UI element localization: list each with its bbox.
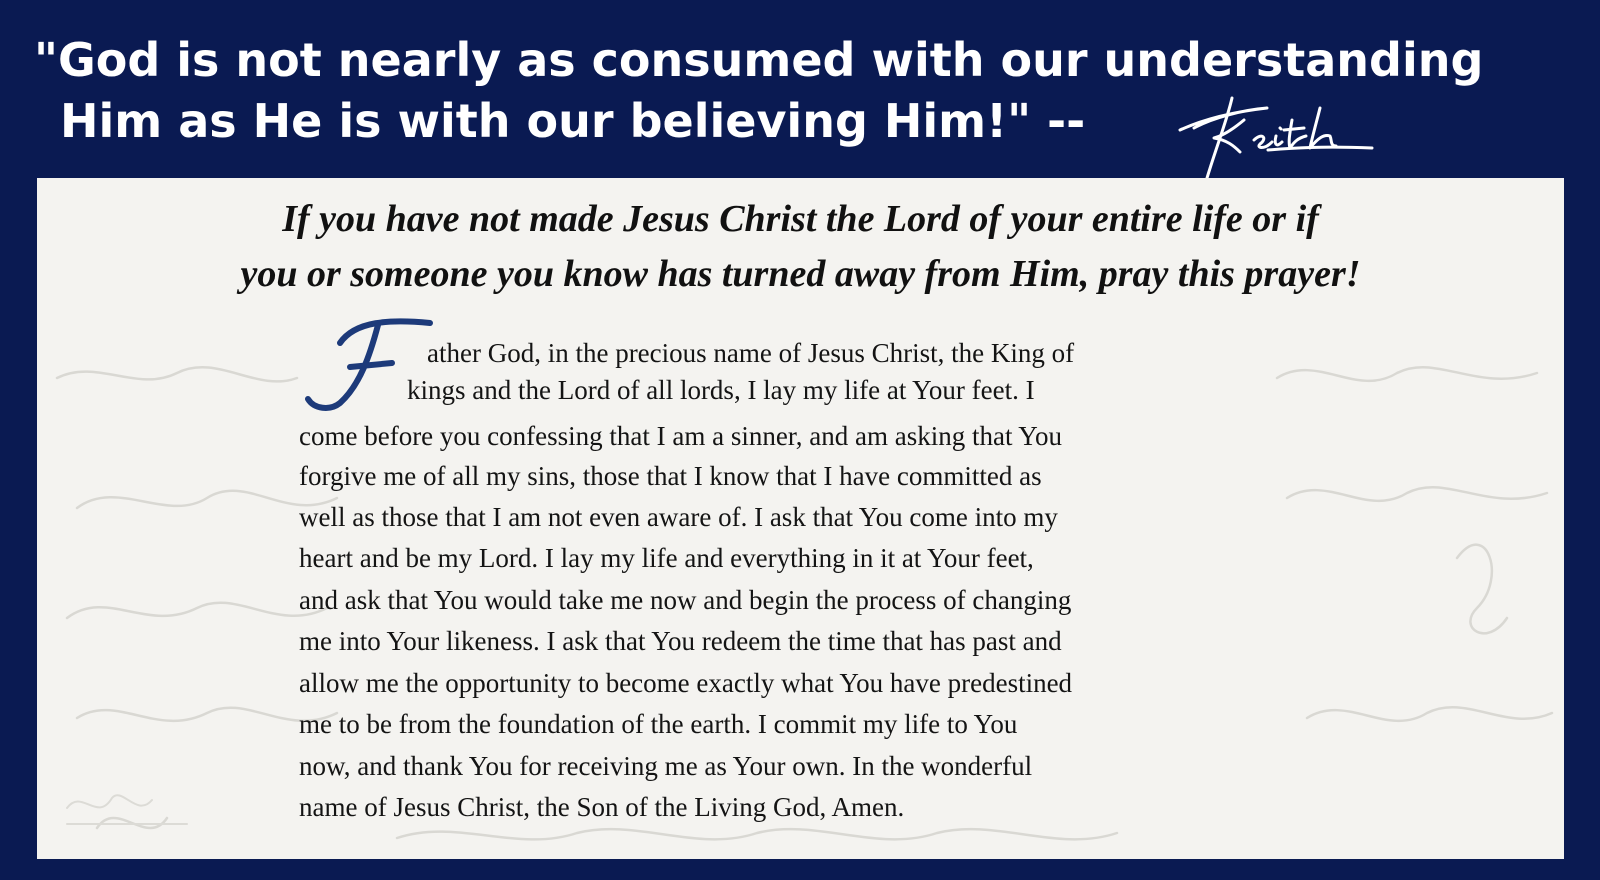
faint-logo-mark	[57, 778, 197, 838]
card-heading	[37, 192, 1564, 302]
prayer-line: allow me the opportunity to become exactly what You have predestined	[299, 668, 1073, 698]
prayer-line: well as those that I am not even aware of. I ask that You come into my	[299, 502, 1058, 532]
prayer-line: me to be from the foundation of the earth. I commit my life to You	[299, 709, 1018, 739]
prayer-card	[37, 178, 1564, 859]
quote-line-1: "God is not nearly as consumed with our understanding	[34, 33, 1484, 87]
prayer-line: kings and the Lord of all lords, I lay my life at Your feet. I	[407, 375, 1035, 405]
prayer-line: ather God, in the precious name of Jesus Christ, the King of	[427, 338, 1075, 368]
prayer-line: forgive me of all my sins, those that I know that I have committed as	[299, 461, 1042, 491]
prayer-line: now, and thank You for receiving me as Your own. In the wonderful	[299, 751, 1033, 781]
card-heading-line-1: If you have not made Jesus Christ the Lord of your entire life or if	[282, 198, 1319, 240]
prayer-line: me into Your likeness. I ask that You redeem the time that has past and	[299, 626, 1062, 656]
quote-line-2: Him as He is with our believing Him!" --	[60, 94, 1086, 148]
prayer-line: heart and be my Lord. I lay my life and everything in it at Your feet,	[299, 543, 1034, 573]
prayer-line: name of Jesus Christ, the Son of the Living God, Amen.	[299, 792, 905, 822]
prayer-line: come before you confessing that I am a sinner, and am asking that You	[299, 421, 1062, 451]
card-heading-line-2: you or someone you know has turned away from Him, pray this prayer!	[240, 253, 1361, 295]
prayer-line: and ask that You would take me now and begin the process of changing	[299, 585, 1072, 615]
keith-signature	[1172, 90, 1382, 182]
